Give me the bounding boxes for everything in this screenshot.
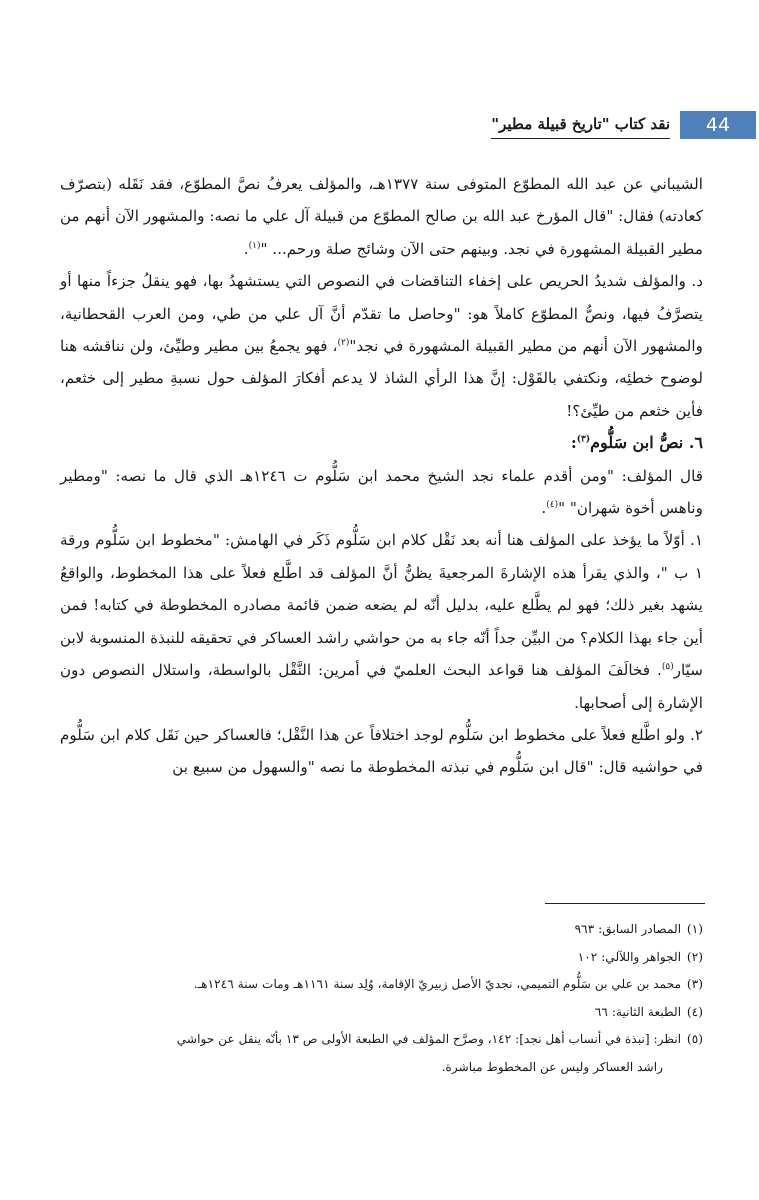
main-text: [60, 168, 703, 784]
running-title: نقد كتاب "تاريخ قبيلة مطير": [491, 111, 670, 139]
page-header: [0, 111, 759, 141]
paragraph-1: الشيباني عن عبد الله المطوّع المتوفى سنة ١٣٧٧هـ، والمؤلف يعرفُ نصَّ المطوّع، فقد نَقَله (بتصرّف كعادته) فقال: "قال المؤرخ عبد الله بن صالح المطوّع من قبيلة آل علي ما نصه: والمشهور الآن أنهم من مطير القبيلة المشهورة في نجد. وبينهم حتى الآن وشائج صلة ورحم... "$^{(١)}$.: [60, 175, 703, 258]
footnote-3: (٣) محمد بن علي بن سَلُّوم التميمي، نجديّ الأصل زبيريّ الإقامة، وُلِد سنة ١١٦١هـ ومات سنة ١٢٤٦هـ.: [193, 977, 703, 991]
footnote-ref-3[interactable]: (٣): [576, 434, 591, 445]
page-number-badge: 44: [680, 111, 756, 139]
footnote-5-continuation: راشد العساكر وليس عن المخطوط مباشرة.: [441, 1059, 663, 1074]
footnote-2: (٢) الجواهر واللآلي: ١٠٢: [577, 949, 703, 964]
section-heading: ٦. نصُّ ابن سَلُّوم$^{(٣)}$:: [570, 433, 703, 453]
footnote-separator: [545, 903, 705, 904]
footnote-1: (١) المصادر السابق: ٩٦٣: [574, 922, 703, 936]
footnote-ref-2[interactable]: (٢): [337, 337, 350, 348]
footnote-4: (٤) الطبعة الثانية: ٦٦: [594, 1004, 703, 1019]
paragraph-4: ١. أوّلاً ما يؤخذ على المؤلف هنا أنه بعد نَقْل كلام ابن سَلُّوم ذَكَر في الهامش: "مخطوط ابن سَلُّوم ورقة ١ ب "، والذي يقرأ هذه الإشارةَ المرجعيةَ يظنُّ أنَّ المؤلف قد اطَّلع فعلاً على هذا المخطوط، والواقعُ يشهد بغير ذلك؛ فهو لم يطَّلع عليه، بدليل أنّه لم يضعه ضمن قائمة مصادره المخطوطة في كتابه! فمن أين جاء بهذا الكلام؟ من البيِّن جداً أنّه جاء به من حواشي راشد العساكر في تحقيقه للنبذة المنسوبة لابن سيّار$^{(٥)}$. فخالَفَ المؤلف هنا قواعد البحث العلميّ في أمرين: النَّقْل بالواسطة، واستلال النصوص دون الإشارة إلى أصحابها.: [60, 531, 703, 712]
footnotes: [60, 916, 703, 1081]
footnote-ref-5[interactable]: (٥): [661, 662, 674, 673]
paragraph-5: ٢. ولو اطَّلع فعلاً على مخطوط ابن سَلُّوم لوجد اختلافاً عن هذا النَّقْل؛ فالعساكر حين نَقَل كلام ابن سَلُّوم في حواشيه قال: "قال ابن سَلُّوم في نبذته المخطوطة ما نصه "والسهول من سبيع بن: [60, 725, 703, 777]
paragraph-2: د. والمؤلف شديدُ الحريص على إخفاء التناقضات في النصوص التي يستشهدُ بها، فهو ينقلُ جزءاً منها أو يتصرَّفُ فيها، ونصُّ المطوّع كاملاً هو: "وحاصل ما تقدّم أنَّ آل علي من طي، ومن العرب القحطانية، والمشهور الآن أنهم من مطير القبيلة المشهورة في نجد"$^{(٢)}$، فهو يجمعُ بين مطير وطيِّئ، ولن نناقشه هنا لوضوح خطئِه، ونكتفي بالقَوْل: إنَّ هذا الرأي الشاذ لا يدعم أفكارَ المؤلف حول نسبةِ مطير إلى خثعم، فأين خثعم من طيِّئ؟!: [60, 272, 703, 420]
footnote-5: (٥) انظر: [نبذة في أنساب أهل نجد]: ١٤٢، وصرَّح المؤلف في الطبعة الأولى ص ١٣ بأنّه ينقل عن حواشي: [176, 1032, 703, 1046]
paragraph-3: قال المؤلف: "ومن أقدم علماء نجد الشيخ محمد ابن سَلُّوم ت ١٢٤٦هـ الذي قال ما نصه: "ومطير وناهس أخوة شهران" "$^{(٤)}$.: [60, 466, 703, 518]
footnote-ref-4[interactable]: (٤): [546, 500, 559, 510]
footnote-ref-1[interactable]: (١): [248, 240, 261, 251]
